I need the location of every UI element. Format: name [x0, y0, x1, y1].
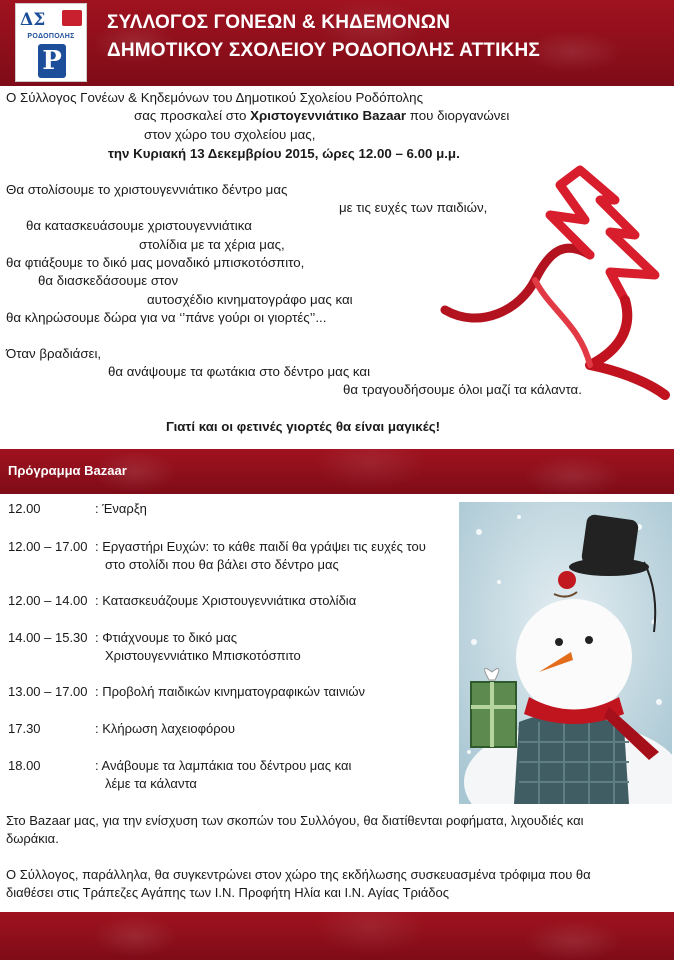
program-time: 12.00 – 17.00: [8, 539, 88, 554]
program-desc: : Έναρξη: [95, 501, 147, 516]
program-title: Πρόγραμμα Bazaar: [8, 463, 127, 478]
program-desc: : Φτιάχνουμε το δικό μας: [95, 630, 238, 645]
header-title-line2: ΔΗΜΟΤΙΚΟΥ ΣΧΟΛΕΙΟΥ ΡΟΔΟΠΟΛΗΣ ΑΤΤΙΚΗΣ: [107, 40, 540, 61]
poem-line5: θα φτιάξουμε το δικό μας μοναδικό μπισκοτόσπιτο,: [6, 255, 305, 270]
poem-line6: θα διασκεδάσουμε στον: [38, 273, 179, 288]
poem-line8: θα κληρώσουμε δώρα για να ‘’πάνε γούρι οι γιορτές’’...: [6, 310, 327, 325]
poem-line10: θα ανάψουμε τα φωτάκια στο δέντρο μας και: [108, 364, 371, 379]
program-desc: : Κατασκευάζουμε Χριστουγεννιάτικα στολίδια: [95, 593, 357, 608]
poem-line2: με τις ευχές των παιδιών,: [339, 200, 488, 215]
intro-line1: Ο Σύλλογος Γονέων & Κηδεμόνων του Δημοτικού Σχολείου Ροδόπολης: [6, 90, 423, 105]
poem-line7: αυτοσχέδιο κινηματογράφο μας και: [147, 292, 353, 307]
ribbon-tree-illustration: [440, 160, 670, 400]
logo-name: ΡΟΔΟΠΟΛΗΣ: [27, 33, 75, 40]
footer-line4: διαθέσει στις Τράπεζες Αγάπης των Ι.Ν. Προφήτη Ηλία και Ι.Ν. Αγίας Τριάδος: [6, 885, 450, 900]
poem-line4: στολίδια με τα χέρια μας,: [139, 237, 285, 252]
footer-banner: [0, 912, 674, 960]
snowman-illustration: [459, 502, 672, 804]
program-desc-continued: λέμε τα κάλαντα: [105, 776, 197, 791]
program-desc-continued: στο στολίδι που θα βάλει στο δέντρο μας: [105, 557, 339, 572]
intro-line3: στον χώρο του σχολείου μας,: [144, 127, 316, 142]
intro-line2: [134, 108, 509, 124]
poem-line11: θα τραγουδήσουμε όλοι μαζί τα κάλαντα.: [343, 382, 582, 397]
snowman-icon: [459, 502, 672, 804]
program-time: 14.00 – 15.30: [8, 630, 88, 645]
program-time: 18.00: [8, 758, 41, 773]
poem-line1: Θα στολίσουμε το χριστουγεννιάτικο δέντρο μας: [6, 182, 288, 197]
program-time: 12.00 – 14.00: [8, 593, 88, 608]
footer-line2: δωράκια.: [6, 831, 59, 846]
logo-p-mark: Ρ: [38, 44, 66, 78]
bazaar-name: Χριστογεννιάτικο Bazaar: [250, 108, 407, 123]
program-desc: : Κλήρωση λαχειοφόρου: [95, 721, 235, 736]
program-time: 13.00 – 17.00: [8, 684, 88, 699]
footer-line3: Ο Σύλλογος, παράλληλα, θα συγκεντρώνει στον χώρο της εκδήλωσης συσκευασμένα τρόφιμα που θα: [6, 867, 591, 882]
program-desc: : Προβολή παιδικών κινηματογραφικών ταινιών: [95, 684, 365, 699]
program-time: 17.30: [8, 721, 41, 736]
poem-line9: Όταν βραδιάσει,: [6, 346, 102, 361]
header-title-line1: ΣΥΛΛΟΓΟΣ ΓΟΝΕΩΝ & ΚΗΔΕΜΟΝΩΝ: [107, 12, 451, 33]
logo-letters: ΔΣ: [20, 10, 46, 30]
poem-line3: θα κατασκευάσουμε χριστουγεννιάτικα: [26, 218, 252, 233]
program-desc: : Εργαστήρι Ευχών: το κάθε παιδί θα γράψει τις ευχές του: [95, 539, 426, 554]
program-desc-continued: Χριστουγεννιάτικο Μπισκοτόσπιτο: [105, 648, 301, 663]
association-logo: [15, 3, 87, 82]
footer-line1: Στο Bazaar μας, για την ενίσχυση των σκοπών του Συλλόγου, θα διατίθενται ροφήματα, λιχουδιές και: [6, 813, 584, 828]
intro-line2a: σας προσκαλεί στο: [134, 108, 251, 123]
intro-line2c: που διοργανώνει: [406, 108, 510, 123]
book-icon: [62, 10, 82, 26]
event-date: την Κυριακή 13 Δεκεμβρίου 2015, ώρες 12.00 – 6.00 μ.μ.: [108, 146, 460, 161]
program-desc: : Ανάβουμε τα λαμπάκια του δέντρου μας και: [95, 758, 352, 773]
closing-line: Γιατί και οι φετινές γιορτές θα είναι μαγικές!: [166, 419, 441, 434]
program-time: 12.00: [8, 501, 41, 516]
